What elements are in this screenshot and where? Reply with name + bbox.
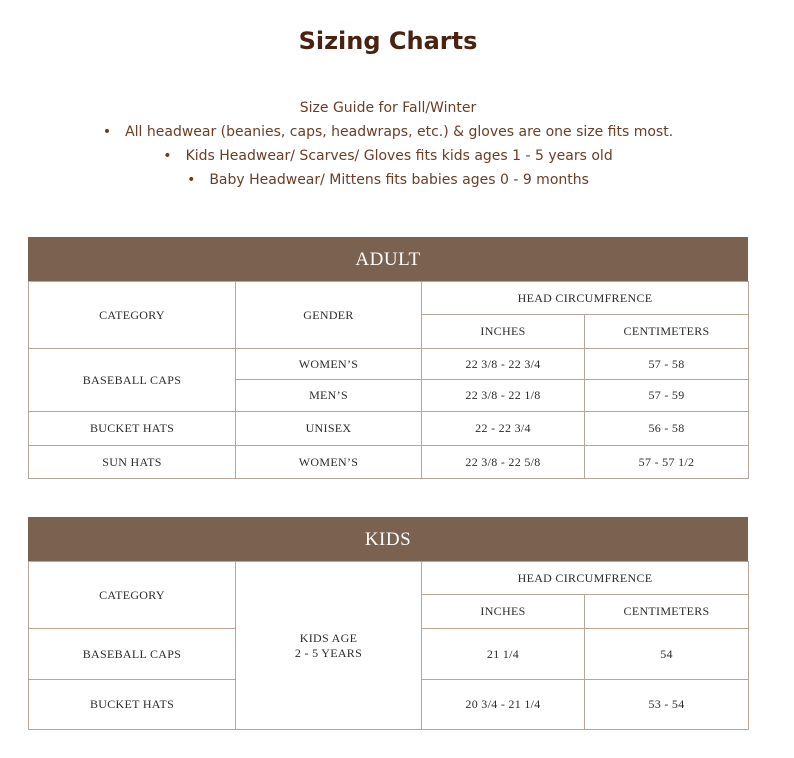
col-header-centimeters: CENTIMETERS <box>585 595 749 629</box>
cm-cell: 57 - 58 <box>585 349 749 380</box>
cm-cell: 56 - 58 <box>585 412 749 446</box>
col-header-centimeters: CENTIMETERS <box>585 315 749 349</box>
kids-age-cell <box>236 562 422 730</box>
col-header-gender: GENDER <box>236 282 422 349</box>
kids-age-label: KIDS AGE <box>299 630 358 645</box>
adult-size-table <box>28 237 748 479</box>
gender-cell: WOMEN’S <box>236 349 422 380</box>
gender-cell: UNISEX <box>236 412 422 446</box>
table-row <box>29 446 749 479</box>
bullet-item: • All headwear (beanies, caps, headwraps, etc.) & gloves are one size fits most. <box>0 120 776 144</box>
kids-heading: KIDS <box>28 517 748 561</box>
gender-cell: WOMEN’S <box>236 446 422 479</box>
size-guide-intro <box>0 96 776 192</box>
kids-age-range: 2 - 5 YEARS <box>294 645 363 660</box>
cm-cell: 53 - 54 <box>585 680 749 730</box>
inches-cell: 22 - 22 3/4 <box>422 412 585 446</box>
inches-cell: 20 3/4 - 21 1/4 <box>422 680 585 730</box>
cm-cell: 57 - 57 1/2 <box>585 446 749 479</box>
col-header-category: CATEGORY <box>29 562 236 629</box>
table-row <box>29 412 749 446</box>
gender-cell: MEN’S <box>236 380 422 412</box>
page-title: Sizing Charts <box>298 27 478 55</box>
category-cell: BASEBALL CAPS <box>29 629 236 680</box>
col-header-category: CATEGORY <box>29 282 236 349</box>
bullet-item: • Kids Headwear/ Scarves/ Gloves fits kids ages 1 - 5 years old <box>0 144 776 168</box>
category-cell: BUCKET HATS <box>29 412 236 446</box>
col-header-head-circumference: HEAD CIRCUMFRENCE <box>422 562 749 595</box>
inches-cell: 22 3/8 - 22 1/8 <box>422 380 585 412</box>
adult-heading: ADULT <box>28 237 748 281</box>
col-header-inches: INCHES <box>422 315 585 349</box>
kids-size-table <box>28 517 748 730</box>
size-guide-label: Size Guide for Fall/Winter <box>299 100 477 116</box>
bullet-item: • Baby Headwear/ Mittens fits babies ages 0 - 9 months <box>0 168 776 192</box>
inches-cell: 21 1/4 <box>422 629 585 680</box>
cm-cell: 57 - 59 <box>585 380 749 412</box>
col-header-inches: INCHES <box>422 595 585 629</box>
inches-cell: 22 3/8 - 22 3/4 <box>422 349 585 380</box>
inches-cell: 22 3/8 - 22 5/8 <box>422 446 585 479</box>
table-row <box>29 349 749 380</box>
cm-cell: 54 <box>585 629 749 680</box>
category-cell: BASEBALL CAPS <box>29 349 236 412</box>
col-header-head-circumference: HEAD CIRCUMFRENCE <box>422 282 749 315</box>
adult-table <box>28 281 749 479</box>
category-cell: BUCKET HATS <box>29 680 236 730</box>
category-cell: SUN HATS <box>29 446 236 479</box>
kids-table <box>28 561 749 730</box>
